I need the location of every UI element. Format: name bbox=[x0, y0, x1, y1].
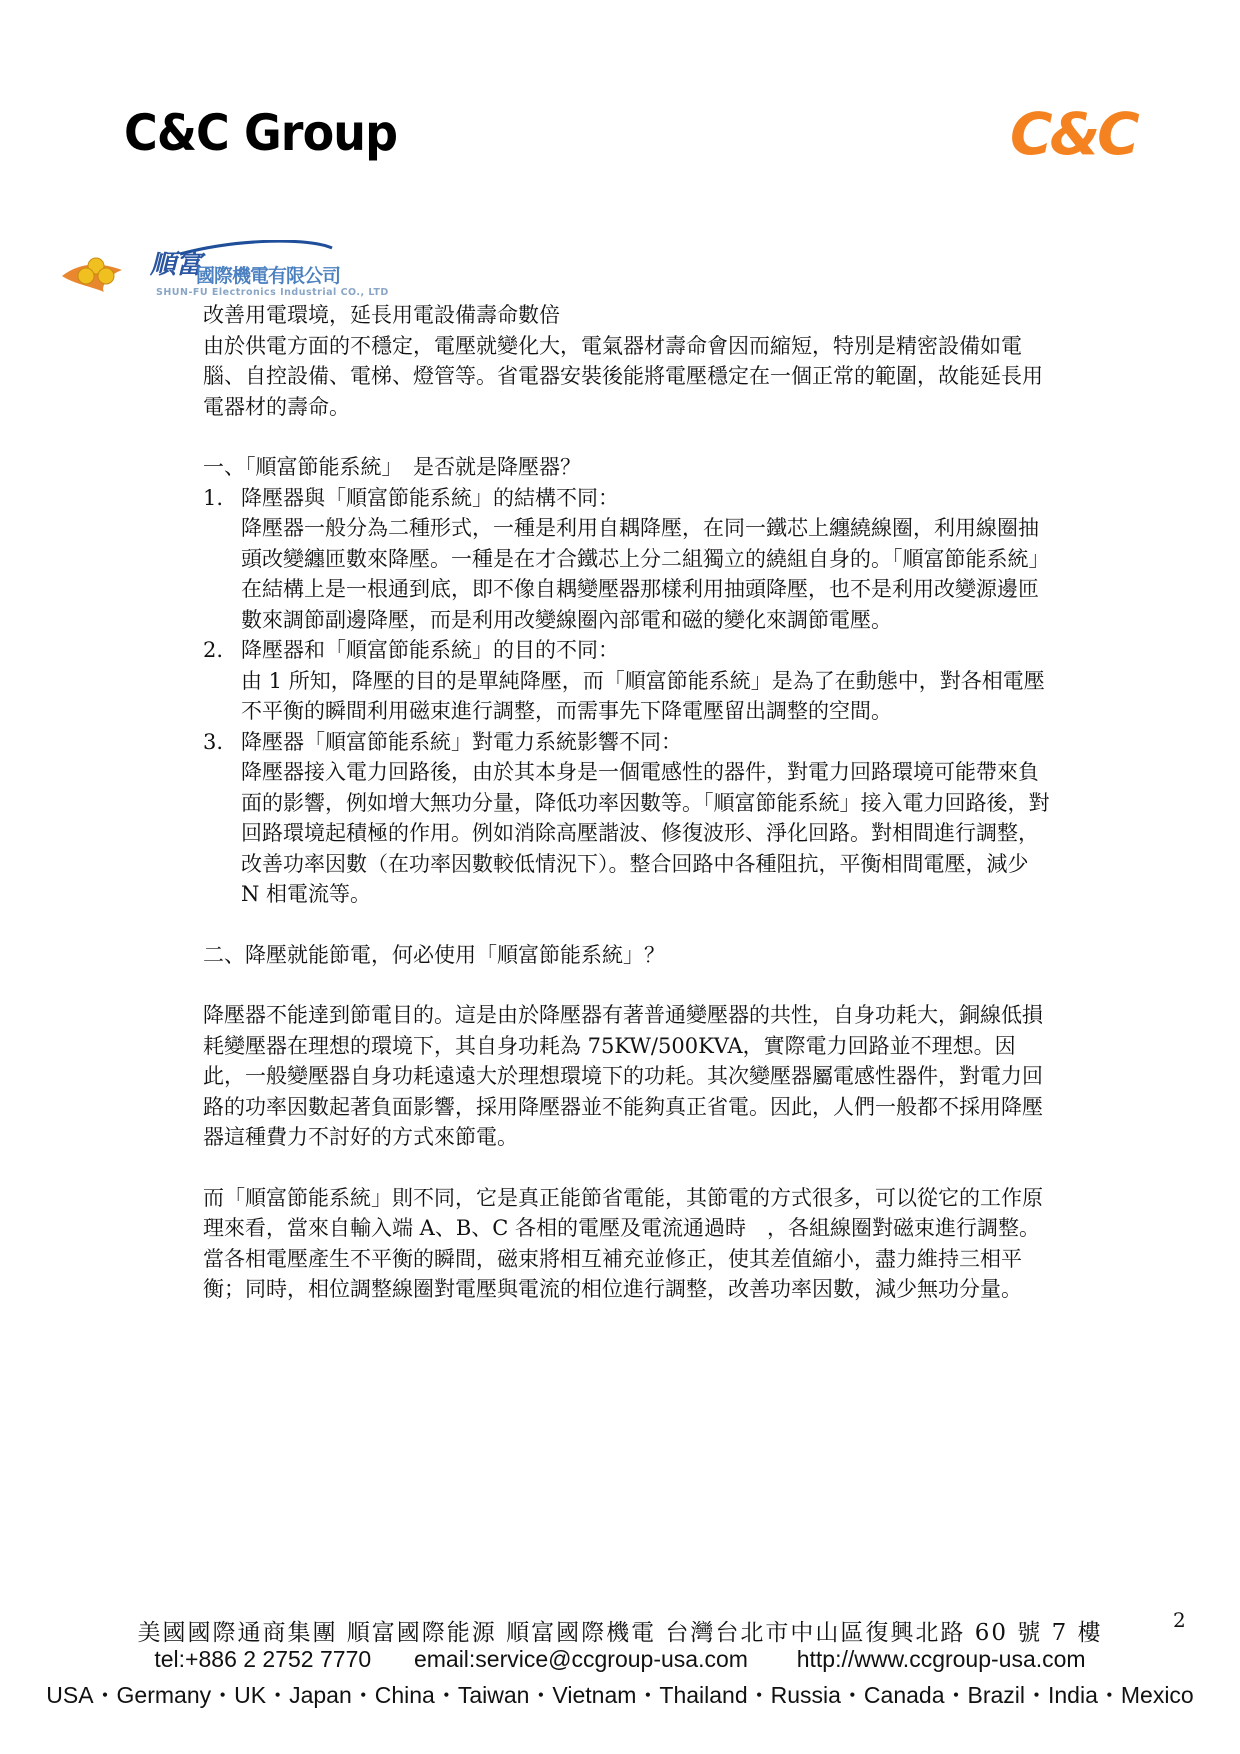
section1-heading: 一、「順富節能系統」 是否就是降壓器？ bbox=[203, 455, 581, 479]
item-body: 降壓器接入電力回路後，由於其本身是一個電感性的器件，對電力回路環境可能帶來負面的影響，例如增大無功分量，降低功率因數等。「順富節能系統」接入電力回路後，對回路環境起積極的作用。例如消除高壓諧波、修復波形、淨化回路。對相間進行調整，改善功率因數（在功率因數較低情況下）。整合回路中各種阻抗，平衡相間電壓，減少 N 相電流等。 bbox=[241, 760, 1050, 906]
item-body: 由 1 所知，降壓的目的是單純降壓，而「順富節能系統」是為了在動態中，對各相電壓不平衡的瞬間利用磁束進行調整，而需事先下降電壓留出調整的空間。 bbox=[241, 668, 1045, 723]
page-number: 2 bbox=[1173, 1608, 1186, 1632]
list-item bbox=[203, 635, 1051, 727]
item-number: 1. bbox=[203, 485, 224, 510]
footer-contact bbox=[0, 1646, 1240, 1673]
item-number: 3. bbox=[203, 729, 224, 754]
section2-paragraph-1: 降壓器不能達到節電目的。這是由於降壓器有著普通變壓器的共性，自身功耗大，銅線低損耗變壓器在理想的環境下，其自身功耗為 75KW/500KVA，實際電力回路並不理想。因此，一般變壓器自身功耗遠遠大於理想環境下的功耗。其次變壓器屬電感性器件，對電力回路的功率因數起著負面影響，採用降壓器並不能夠真正省電。因此，人們一般都不採用降壓器這種費力不討好的方式來節電。 bbox=[203, 1003, 1043, 1149]
item-title: 降壓器「順富節能系統」對電力系統影響不同： bbox=[241, 729, 682, 754]
list-item bbox=[203, 483, 1051, 636]
intro-paragraph: 由於供電方面的不穩定，電壓就變化大，電氣器材壽命會因而縮短，特別是精密設備如電腦、自控設備、電梯、燈管等。省電器安裝後能將電壓穩定在一個正常的範圍，故能延長用電器材的壽命。 bbox=[203, 333, 1043, 419]
section2-paragraph-2: 而「順富節能系統」則不同，它是真正能節省電能，其節電的方式很多，可以從它的工作原理來看，當來自輸入端 A、B、C 各相的電壓及電流通過時 ，各組線圈對磁束進行調整。當各相電壓產生不平衡的瞬間，磁束將相互補充並修正，使其差值縮小，盡力維持三相平衡；同時，相位調整線圈對電壓與電流的相位進行調整，改善功率因數，減少無功分量。 bbox=[203, 1185, 1043, 1301]
footer-email[interactable]: email:service@ccgroup-usa.com bbox=[413, 1646, 748, 1672]
footer-tel: tel:+886 2 2752 7770 bbox=[154, 1646, 372, 1672]
cc-logo: C&C bbox=[1010, 100, 1137, 168]
company-english-name: SHUN-FU Electronics Industrial CO., LTD bbox=[156, 287, 389, 298]
company-calligraphy: 順富 bbox=[150, 250, 203, 280]
intro-title: 改善用電環境，延長用電設備壽命數倍 bbox=[203, 303, 560, 327]
list-item bbox=[203, 727, 1051, 910]
footer-address: 美國國際通商集團 順富國際能源 順富國際機電 台灣台北市中山區復興北路 60 號 7 樓 bbox=[137, 1620, 1103, 1646]
company-name: 國際機電有限公司 bbox=[196, 265, 341, 287]
item-body: 降壓器一般分為二種形式，一種是利用自耦降壓，在同一鐵芯上纏繞線圈，利用線圈抽頭改變纏匝數來降壓。一種是在才合鐵芯上分二組獨立的繞組自身的。「順富節能系統」在結構上是一根通到底，即不像自耦變壓器那樣利用抽頭降壓，也不是利用改變源邊匝數來調節副邊降壓，而是利用改變線圈內部電和磁的變化來調節電壓。 bbox=[241, 516, 1050, 632]
document-body bbox=[203, 300, 1051, 1305]
item-title: 降壓器和「順富節能系統」的目的不同： bbox=[241, 638, 619, 662]
item-number: 2. bbox=[203, 638, 224, 662]
item-title: 降壓器與「順富節能系統」的結構不同： bbox=[241, 485, 619, 510]
footer-countries: USA・Germany・UK・Japan・China・Taiwan・Vietnam・Thailand・Russia・Canada・Brazil・India・Mexico bbox=[46, 1682, 1194, 1708]
section2-heading: 二、降壓就能節電，何必使用「順富節能系統」？ bbox=[203, 942, 665, 967]
header-brand-title: C&C Group bbox=[124, 104, 398, 162]
footer-website[interactable]: http://www.ccgroup-usa.com bbox=[796, 1646, 1086, 1672]
